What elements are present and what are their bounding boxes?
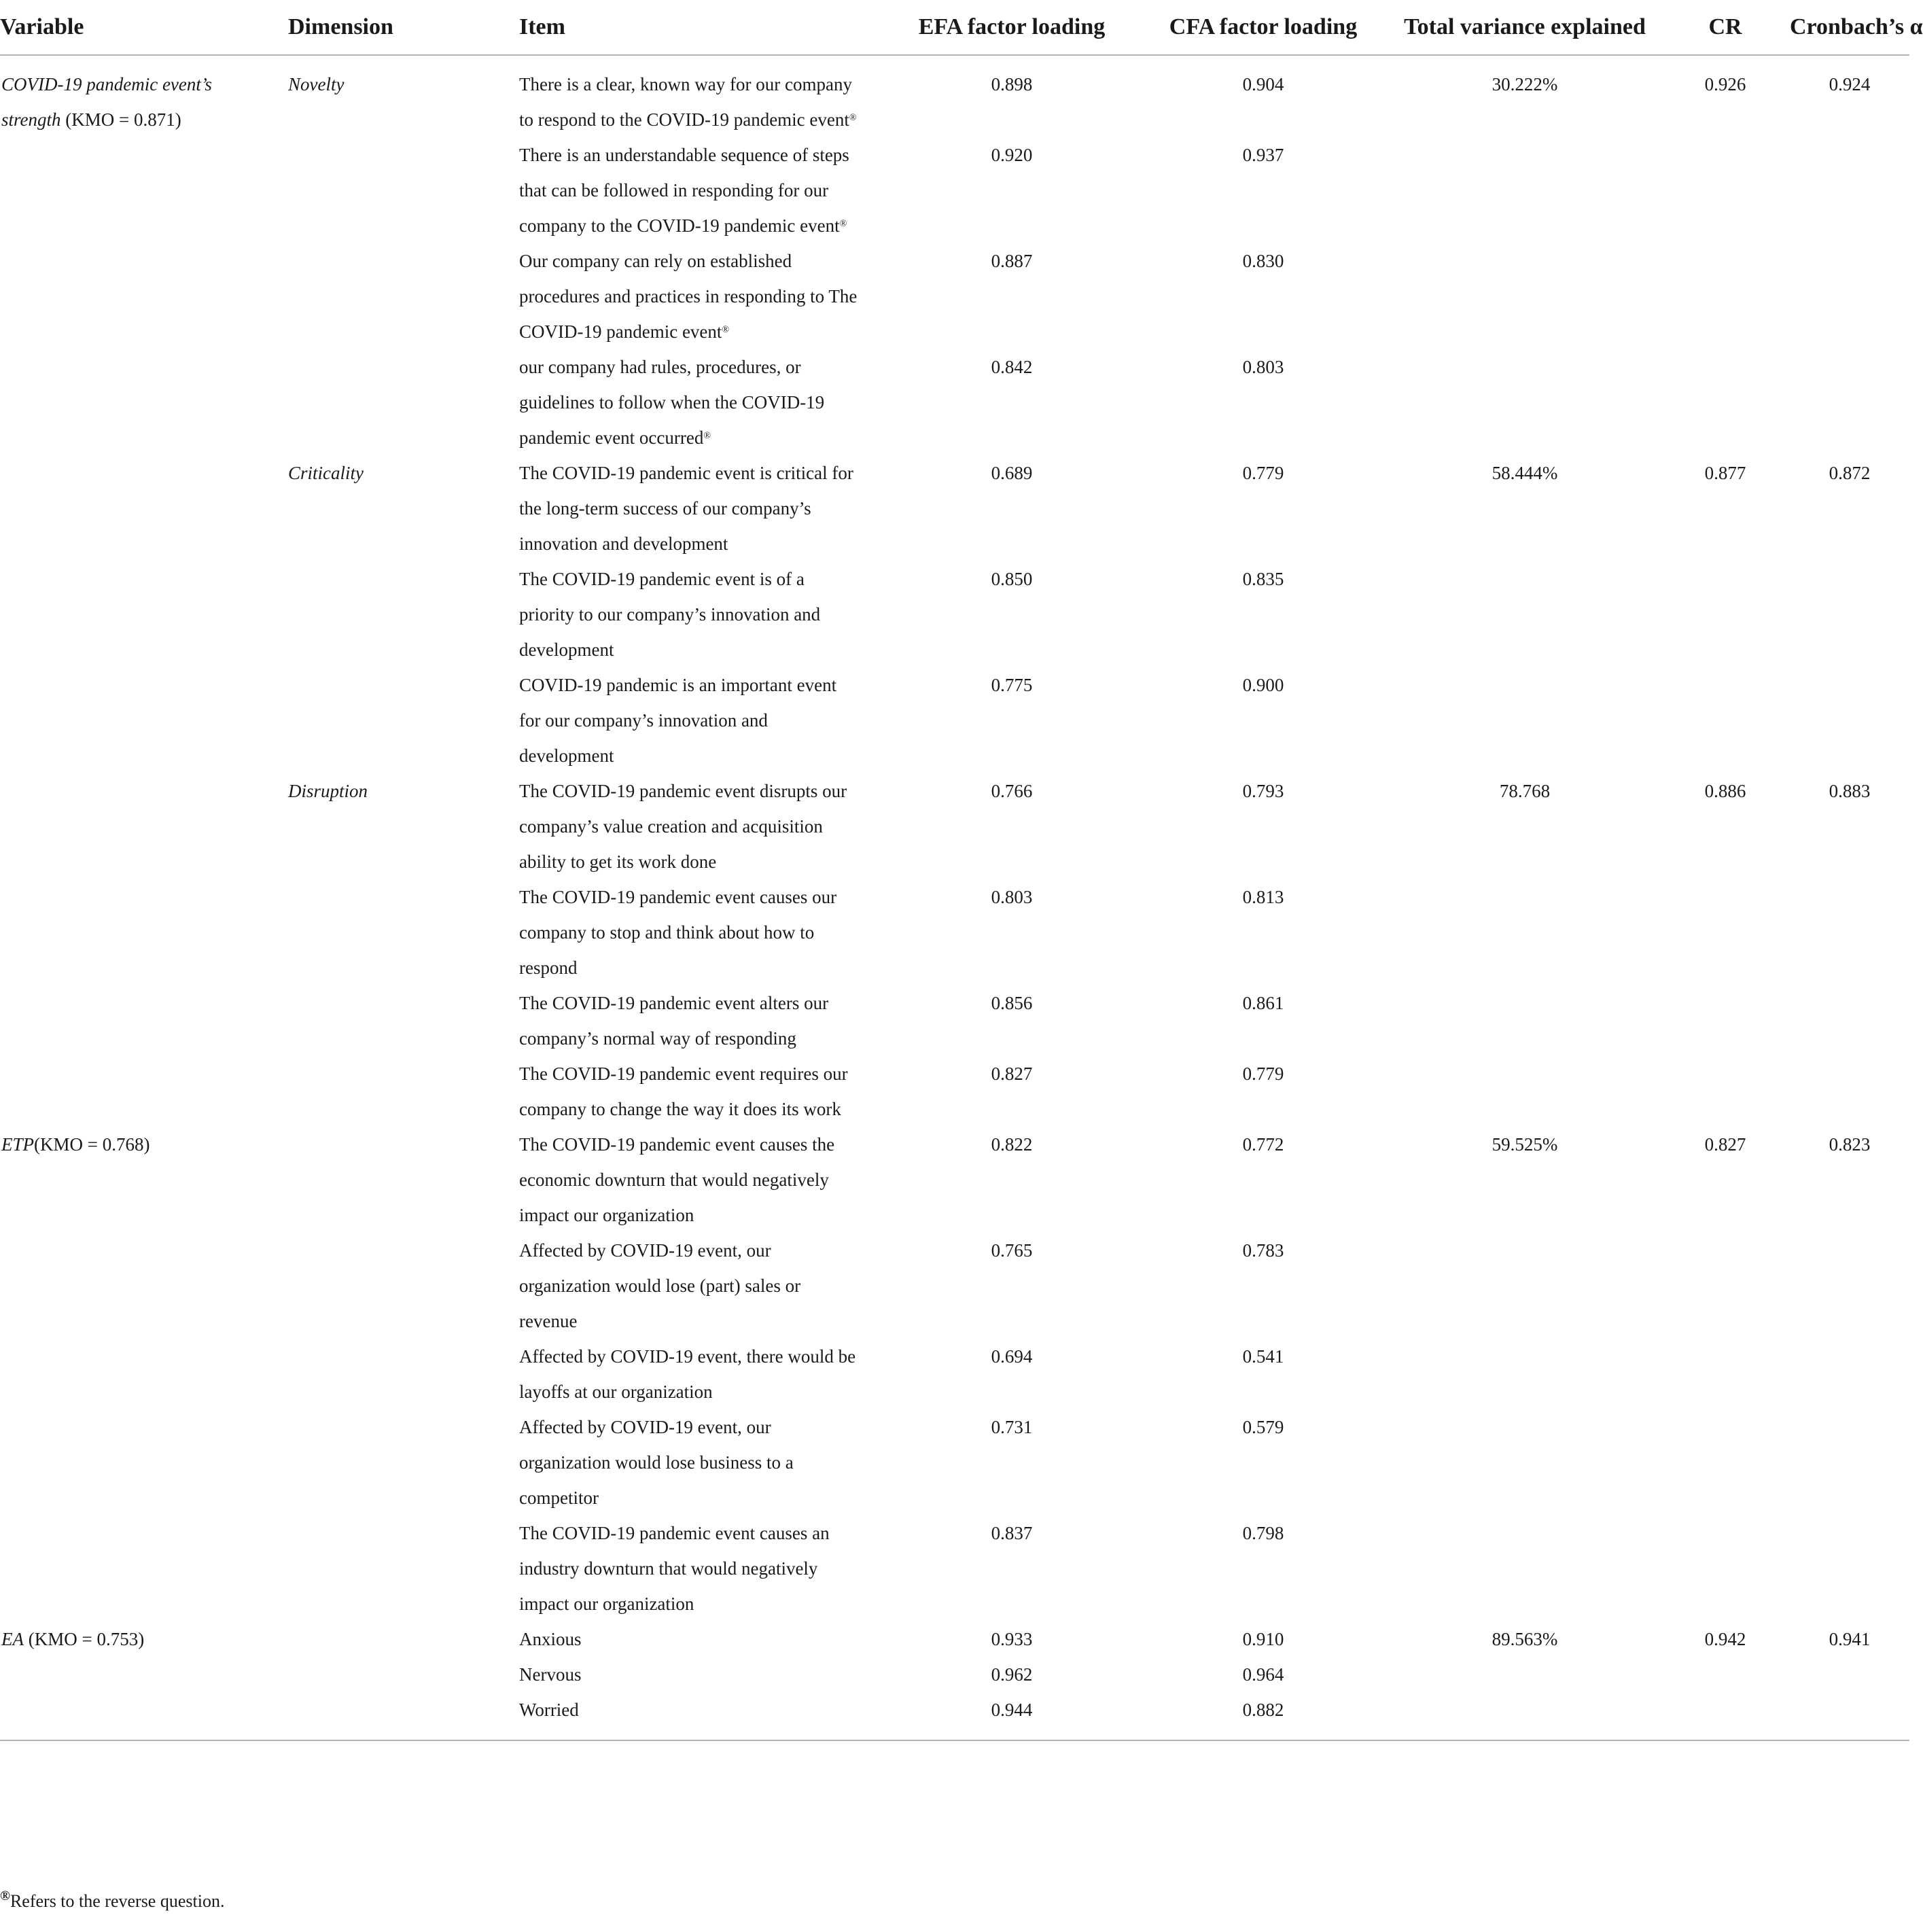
cell-item xyxy=(519,349,886,455)
cell-cr xyxy=(1661,667,1790,773)
cell-total-variance xyxy=(1389,1339,1661,1409)
cell-cr xyxy=(1661,1515,1790,1621)
cell-cr xyxy=(1661,985,1790,1056)
cell-item xyxy=(519,1657,886,1692)
cell-efa-loading: 0.933 xyxy=(991,1629,1033,1649)
table-row xyxy=(0,243,1909,349)
cell-dimension: Disruption xyxy=(288,781,368,801)
cell-total-variance: 30.222% xyxy=(1492,74,1558,94)
cell-efa-loading: 0.898 xyxy=(991,74,1033,94)
variable-name: EA xyxy=(1,1629,24,1649)
cell-total-variance xyxy=(1389,1233,1661,1339)
cell-dimension xyxy=(288,1409,519,1515)
table-row xyxy=(0,1339,1909,1409)
cell-variable xyxy=(0,879,288,985)
cell-total-variance xyxy=(1389,561,1661,667)
cell-cronbach-alpha: 0.872 xyxy=(1829,463,1871,483)
reverse-mark: ® xyxy=(849,113,857,123)
cell-dimension xyxy=(288,1692,519,1740)
cell-efa-loading: 0.689 xyxy=(991,463,1033,483)
cell-cfa-loading: 0.798 xyxy=(1242,1523,1284,1543)
header-cr: CR xyxy=(1661,0,1790,55)
cell-efa-loading: 0.856 xyxy=(991,993,1033,1013)
header-dimension: Dimension xyxy=(288,0,519,55)
cell-cronbach-alpha: 0.883 xyxy=(1829,781,1871,801)
cell-dimension xyxy=(288,1515,519,1621)
cell-total-variance xyxy=(1389,349,1661,455)
cell-cfa-loading: 0.541 xyxy=(1242,1346,1284,1367)
cell-cr xyxy=(1661,1056,1790,1127)
variable-kmo: (KMO = 0.768) xyxy=(34,1134,150,1155)
cell-variable xyxy=(0,1515,288,1621)
cell-efa-loading: 0.803 xyxy=(991,887,1033,907)
cell-total-variance: 78.768 xyxy=(1499,781,1551,801)
item-text: There is a clear, known way for our company to respond to the COVID-19 pandemic event xyxy=(519,74,852,130)
table-row xyxy=(0,561,1909,667)
table-row xyxy=(0,349,1909,455)
cell-item xyxy=(519,1233,886,1339)
cell-cfa-loading: 0.904 xyxy=(1242,74,1284,94)
cell-variable xyxy=(0,1127,288,1233)
item-text: Worried xyxy=(519,1700,579,1720)
table-row xyxy=(0,137,1909,243)
cell-total-variance xyxy=(1389,1056,1661,1127)
cell-dimension xyxy=(288,1657,519,1692)
cell-total-variance: 59.525% xyxy=(1492,1134,1558,1155)
cell-cr xyxy=(1661,1657,1790,1692)
cell-item xyxy=(519,1621,886,1657)
header-efa-loading: EFA factor loading xyxy=(886,0,1137,55)
item-text: Our company can rely on established procedures and practices in responding to The COVID-19 pandemic event xyxy=(519,251,858,342)
cell-cfa-loading: 0.779 xyxy=(1242,1064,1284,1084)
table-row xyxy=(0,985,1909,1056)
cell-variable xyxy=(0,1692,288,1740)
cell-cfa-loading: 0.882 xyxy=(1137,1692,1389,1740)
cell-cronbach-alpha xyxy=(1790,985,1909,1056)
cell-efa-loading: 0.962 xyxy=(991,1664,1033,1685)
cell-variable xyxy=(0,985,288,1056)
cell-cronbach-alpha: 0.924 xyxy=(1829,74,1871,94)
cell-cfa-loading: 0.861 xyxy=(1242,993,1284,1013)
cell-item xyxy=(519,1339,886,1409)
cell-cr: 0.877 xyxy=(1704,463,1746,483)
cell-cr xyxy=(1661,1339,1790,1409)
cell-variable xyxy=(0,1621,288,1657)
table-row xyxy=(0,1127,1909,1233)
table-row xyxy=(0,773,1909,879)
table-row xyxy=(0,455,1909,561)
header-variable: Variable xyxy=(0,0,288,55)
item-text: The COVID-19 pandemic event causes an industry downturn that would negatively impact our organization xyxy=(519,1523,830,1614)
cell-variable xyxy=(0,349,288,455)
footnote-mark: ® xyxy=(0,1889,10,1903)
cell-cfa-loading: 0.964 xyxy=(1242,1664,1284,1685)
item-text: Nervous xyxy=(519,1664,582,1685)
footnote xyxy=(0,1888,224,1915)
table-row xyxy=(0,1409,1909,1515)
cell-cronbach-alpha xyxy=(1790,879,1909,985)
cell-item xyxy=(519,1692,886,1740)
item-text: There is an understandable sequence of steps that can be followed in responding for our company to the COVID-19 pandemic event xyxy=(519,145,849,236)
item-text: Affected by COVID-19 event, our organization would lose (part) sales or revenue xyxy=(519,1240,801,1331)
cell-efa-loading: 0.775 xyxy=(991,675,1033,695)
variable-name: ETP xyxy=(1,1134,35,1155)
table-row xyxy=(0,55,1909,137)
table-row xyxy=(0,1621,1909,1657)
variable-kmo: (KMO = 0.753) xyxy=(24,1629,145,1649)
cell-cr xyxy=(1661,879,1790,985)
table-row xyxy=(0,1233,1909,1339)
cell-cr: 0.926 xyxy=(1704,74,1746,94)
header-cronbach-alpha: Cronbach’s α xyxy=(1790,0,1909,55)
cell-cr: 0.886 xyxy=(1704,781,1746,801)
cell-efa-loading: 0.920 xyxy=(991,145,1033,165)
cell-cfa-loading: 0.900 xyxy=(1242,675,1284,695)
item-text: The COVID-19 pandemic event is of a priority to our company’s innovation and development xyxy=(519,569,821,660)
cell-total-variance xyxy=(1389,1692,1661,1740)
item-text: The COVID-19 pandemic event disrupts our company’s value creation and acquisition ability to get its work done xyxy=(519,781,847,872)
cell-cfa-loading: 0.910 xyxy=(1242,1629,1284,1649)
cell-cr: 0.827 xyxy=(1704,1134,1746,1155)
cell-item xyxy=(519,985,886,1056)
cell-efa-loading: 0.887 xyxy=(991,251,1033,271)
cell-cronbach-alpha xyxy=(1790,1056,1909,1127)
cell-variable xyxy=(0,1056,288,1127)
cell-dimension xyxy=(288,1127,519,1233)
cell-cronbach-alpha xyxy=(1790,1692,1909,1740)
cell-variable xyxy=(0,1233,288,1339)
cell-efa-loading: 0.694 xyxy=(991,1346,1033,1367)
cell-cfa-loading: 0.835 xyxy=(1242,569,1284,589)
item-text: our company had rules, procedures, or guidelines to follow when the COVID-19 pandemic event occurred xyxy=(519,357,825,448)
variable-name: COVID-19 pandemic event’s strength xyxy=(1,74,212,130)
cell-item xyxy=(519,1056,886,1127)
reverse-mark: ® xyxy=(703,431,711,441)
cell-variable xyxy=(0,1339,288,1409)
cell-variable xyxy=(0,137,288,243)
cell-cfa-loading: 0.772 xyxy=(1242,1134,1284,1155)
cell-variable xyxy=(0,455,288,561)
cell-dimension: Novelty xyxy=(288,74,345,94)
cell-efa-loading: 0.944 xyxy=(886,1692,1137,1740)
item-text: The COVID-19 pandemic event requires our company to change the way it does its work xyxy=(519,1064,848,1119)
cell-item xyxy=(519,55,886,137)
cell-total-variance: 89.563% xyxy=(1492,1629,1558,1649)
cell-variable xyxy=(0,1657,288,1692)
cell-efa-loading: 0.827 xyxy=(991,1064,1033,1084)
cell-cr xyxy=(1661,243,1790,349)
cell-efa-loading: 0.731 xyxy=(991,1417,1033,1437)
table-row xyxy=(0,1056,1909,1127)
cell-variable xyxy=(0,773,288,879)
cell-item xyxy=(519,137,886,243)
cell-variable xyxy=(0,1409,288,1515)
cell-dimension xyxy=(288,243,519,349)
cell-cfa-loading: 0.793 xyxy=(1242,781,1284,801)
cell-total-variance xyxy=(1389,985,1661,1056)
table-row xyxy=(0,1657,1909,1692)
cell-item xyxy=(519,561,886,667)
item-text: The COVID-19 pandemic event alters our company’s normal way of responding xyxy=(519,993,829,1049)
cell-cronbach-alpha xyxy=(1790,1657,1909,1692)
cell-item xyxy=(519,1409,886,1515)
cell-dimension xyxy=(288,561,519,667)
item-text: COVID-19 pandemic is an important event for our company’s innovation and development xyxy=(519,675,837,766)
cell-total-variance xyxy=(1389,667,1661,773)
cell-total-variance xyxy=(1389,1409,1661,1515)
table-header xyxy=(0,0,1923,55)
cell-item xyxy=(519,667,886,773)
cell-cronbach-alpha xyxy=(1790,349,1909,455)
cell-total-variance xyxy=(1389,137,1661,243)
cell-dimension xyxy=(288,985,519,1056)
cell-cr xyxy=(1661,1692,1790,1740)
cell-dimension xyxy=(288,879,519,985)
table-row xyxy=(0,1515,1909,1621)
item-text: The COVID-19 pandemic event is critical for the long-term success of our company’s innovation and development xyxy=(519,463,853,554)
cell-dimension xyxy=(288,349,519,455)
cell-cronbach-alpha: 0.941 xyxy=(1829,1629,1871,1649)
cell-cfa-loading: 0.937 xyxy=(1242,145,1284,165)
cell-cr xyxy=(1661,137,1790,243)
cell-dimension xyxy=(288,137,519,243)
cell-cronbach-alpha xyxy=(1790,667,1909,773)
cell-item xyxy=(519,1127,886,1233)
cell-efa-loading: 0.842 xyxy=(991,357,1033,377)
cell-efa-loading: 0.766 xyxy=(991,781,1033,801)
cell-efa-loading: 0.837 xyxy=(991,1523,1033,1543)
cell-dimension xyxy=(288,1621,519,1657)
cell-dimension xyxy=(288,667,519,773)
table-body xyxy=(0,55,1909,1740)
cell-variable xyxy=(0,667,288,773)
cell-cfa-loading: 0.779 xyxy=(1242,463,1284,483)
cell-item xyxy=(519,243,886,349)
cell-cronbach-alpha xyxy=(1790,1339,1909,1409)
header-item: Item xyxy=(519,0,886,55)
cell-variable xyxy=(0,243,288,349)
cell-variable xyxy=(0,55,288,137)
cell-cronbach-alpha xyxy=(1790,243,1909,349)
cell-cfa-loading: 0.783 xyxy=(1242,1240,1284,1261)
cell-cronbach-alpha xyxy=(1790,1233,1909,1339)
cell-cronbach-alpha xyxy=(1790,1409,1909,1515)
cell-dimension xyxy=(288,1056,519,1127)
cell-cfa-loading: 0.830 xyxy=(1242,251,1284,271)
cell-cr xyxy=(1661,349,1790,455)
cell-cfa-loading: 0.813 xyxy=(1242,887,1284,907)
header-cfa-loading: CFA factor loading xyxy=(1137,0,1389,55)
cell-cronbach-alpha xyxy=(1790,1515,1909,1621)
cell-cronbach-alpha xyxy=(1790,137,1909,243)
table-row xyxy=(0,667,1909,773)
item-text: Affected by COVID-19 event, our organization would lose business to a competitor xyxy=(519,1417,794,1508)
cell-cr xyxy=(1661,1233,1790,1339)
cell-dimension xyxy=(288,1339,519,1409)
cell-dimension xyxy=(288,1233,519,1339)
reverse-mark: ® xyxy=(839,219,847,229)
cell-item xyxy=(519,879,886,985)
cell-item xyxy=(519,455,886,561)
cell-cronbach-alpha xyxy=(1790,561,1909,667)
footnote-text: Refers to the reverse question. xyxy=(10,1891,225,1911)
cell-cfa-loading: 0.579 xyxy=(1242,1417,1284,1437)
cell-efa-loading: 0.765 xyxy=(991,1240,1033,1261)
cell-cr xyxy=(1661,1409,1790,1515)
cell-efa-loading: 0.822 xyxy=(991,1134,1033,1155)
cell-total-variance xyxy=(1389,1515,1661,1621)
table-row xyxy=(0,1692,1909,1740)
header-total-variance: Total variance explained xyxy=(1389,0,1661,55)
cell-total-variance xyxy=(1389,879,1661,985)
reverse-mark: ® xyxy=(722,325,730,335)
item-text: Anxious xyxy=(519,1629,582,1649)
cell-cfa-loading: 0.803 xyxy=(1242,357,1284,377)
item-text: The COVID-19 pandemic event causes our company to stop and think about how to respond xyxy=(519,887,837,978)
header-row xyxy=(0,0,1909,55)
variable-kmo: (KMO = 0.871) xyxy=(60,109,181,130)
cell-variable xyxy=(0,561,288,667)
cell-item xyxy=(519,1515,886,1621)
cell-cr: 0.942 xyxy=(1704,1629,1746,1649)
cell-total-variance: 58.444% xyxy=(1492,463,1558,483)
cell-total-variance xyxy=(1389,1657,1661,1692)
cell-item xyxy=(519,773,886,879)
table-row xyxy=(0,879,1909,985)
item-text: The COVID-19 pandemic event causes the economic downturn that would negatively impact our organization xyxy=(519,1134,835,1225)
cell-dimension: Criticality xyxy=(288,463,364,483)
item-text: Affected by COVID-19 event, there would be layoffs at our organization xyxy=(519,1346,856,1402)
cell-total-variance xyxy=(1389,243,1661,349)
cell-cr xyxy=(1661,561,1790,667)
cell-cronbach-alpha: 0.823 xyxy=(1829,1134,1871,1155)
cell-efa-loading: 0.850 xyxy=(991,569,1033,589)
